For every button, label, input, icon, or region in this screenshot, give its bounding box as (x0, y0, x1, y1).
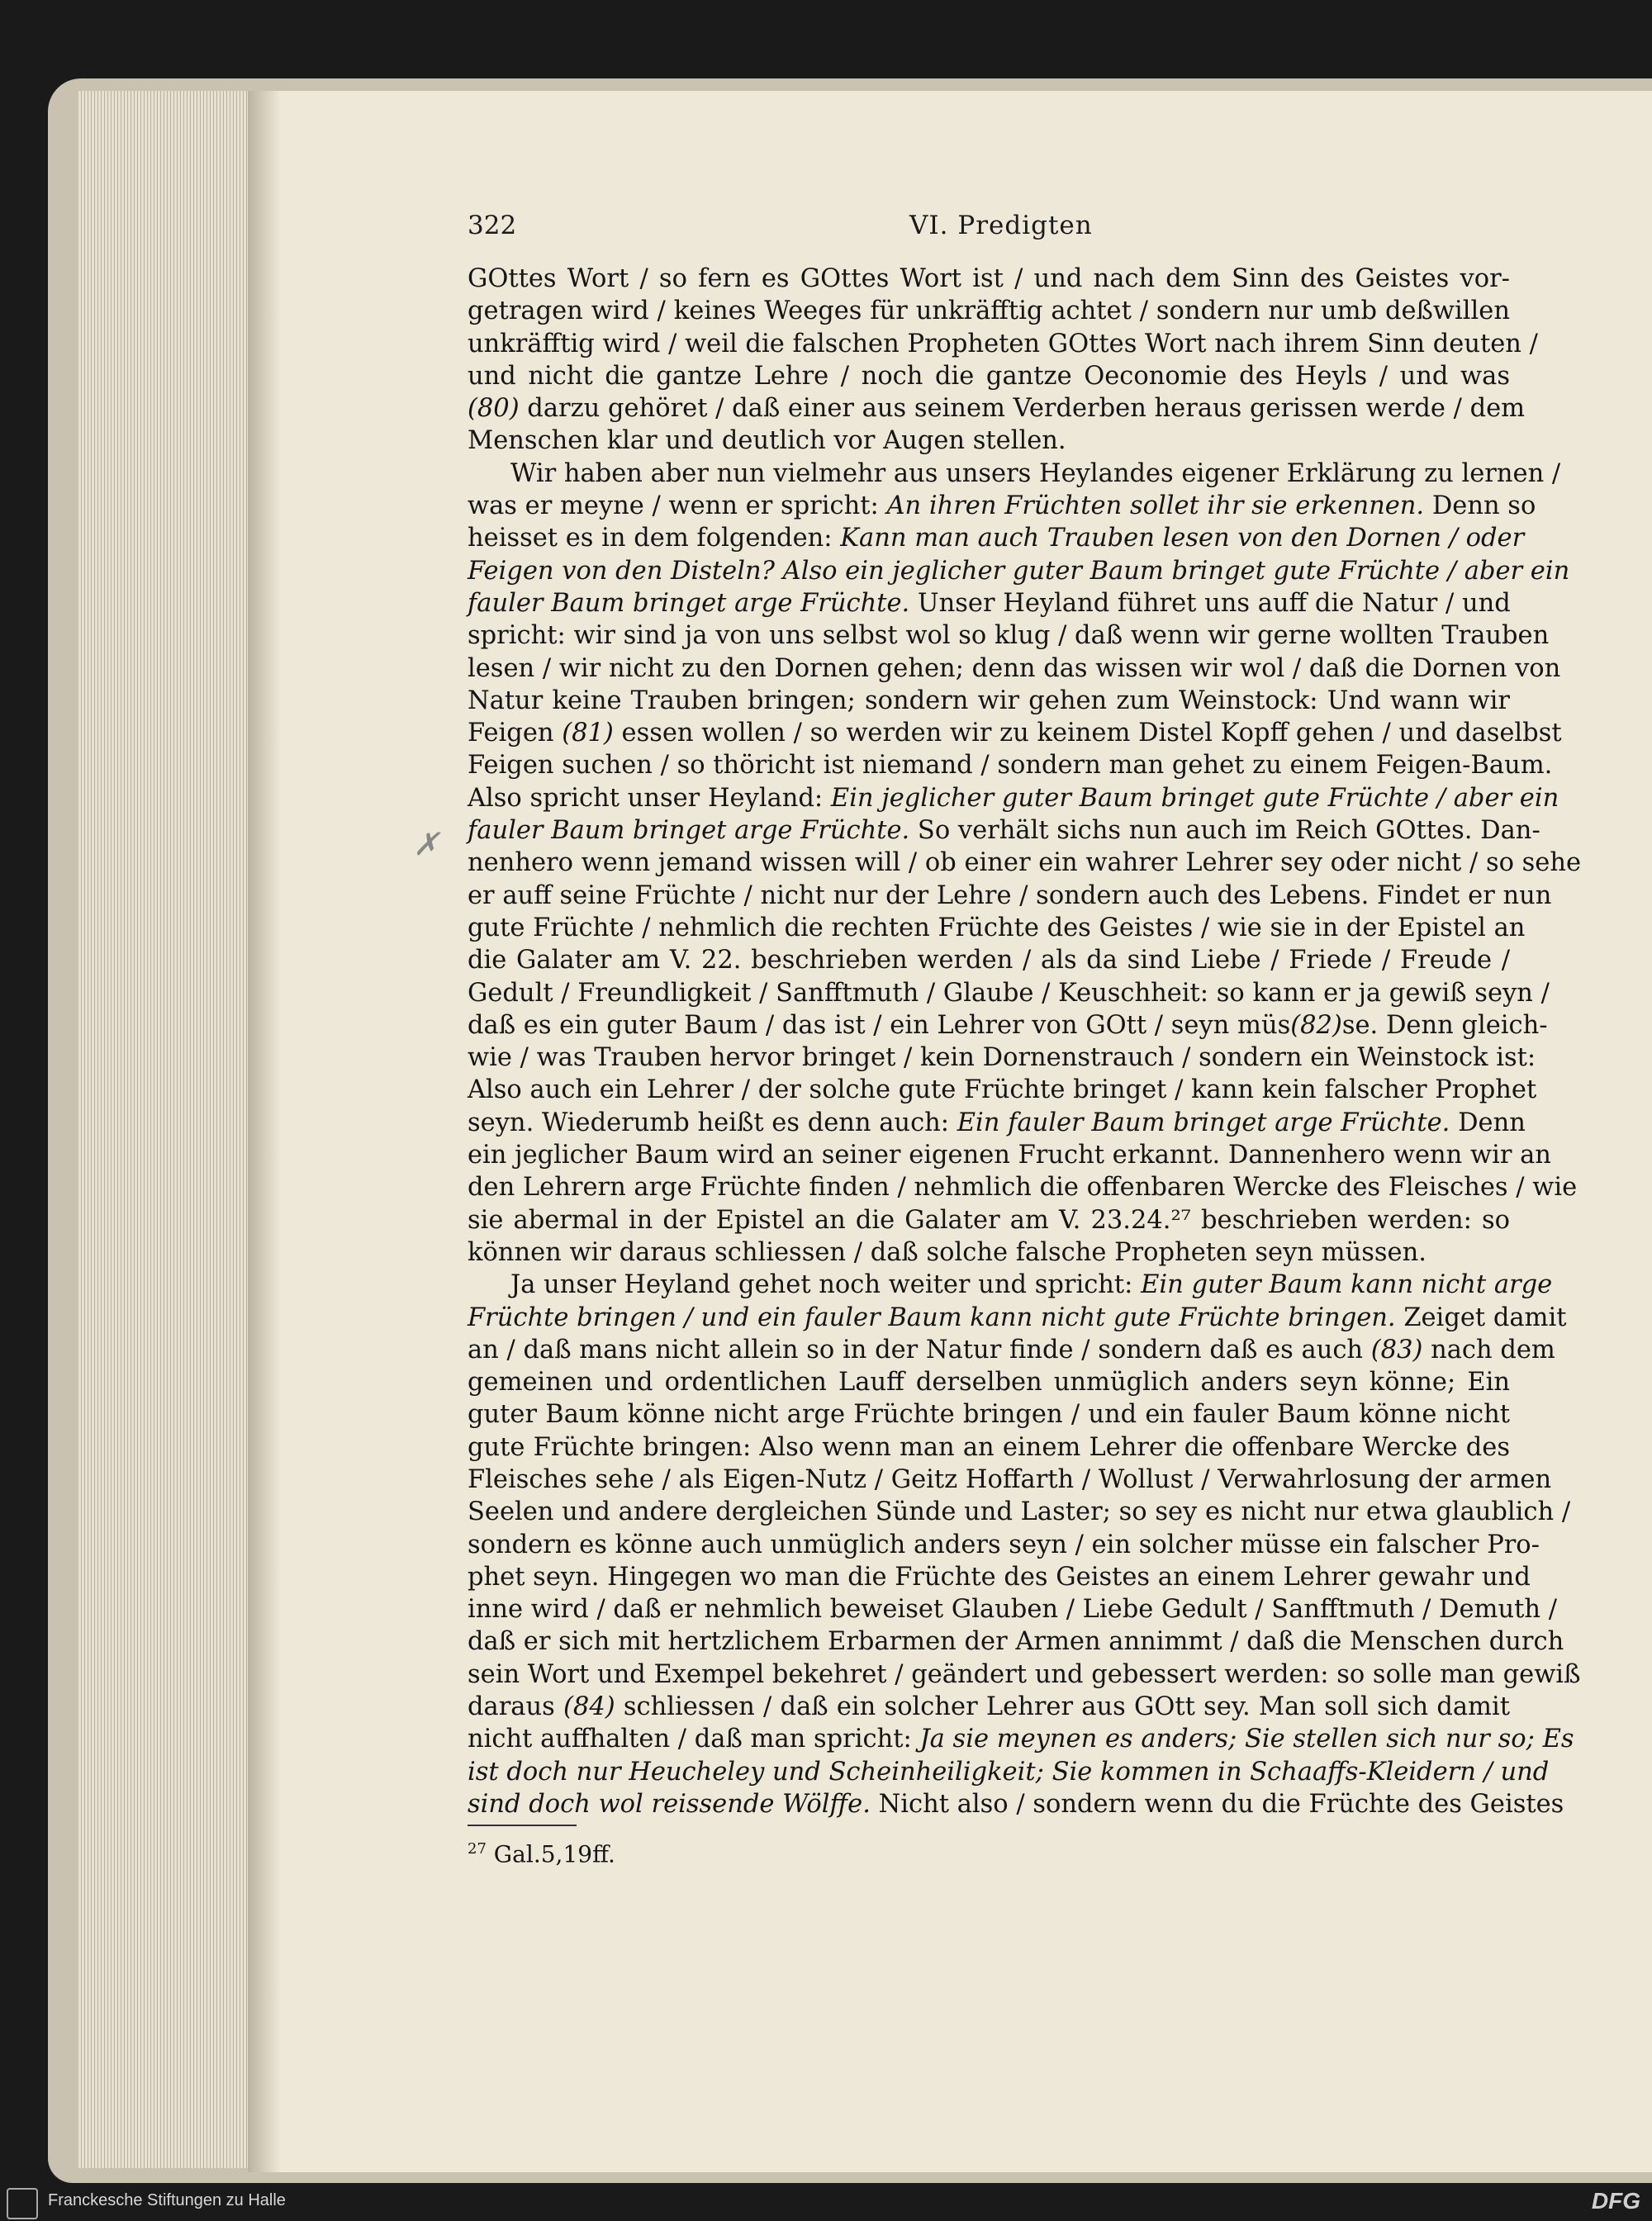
page-gutter-shadow (248, 91, 281, 2172)
text-segment: guter Baum könne nicht arge Früchte bringen / und ein fauler Baum könne nicht (468, 1400, 1510, 1430)
text-segment: wie / was Trauben hervor bringet / kein Dornenstrauch / sondern ein Weinstock ist: (468, 1043, 1536, 1073)
text-segment: nenhero wenn jemand wissen will / ob einer ein wahrer Lehrer sey oder nicht / so sehe (468, 848, 1582, 878)
institution-label: Franckesche Stiftungen zu Halle (48, 2191, 286, 2209)
page-number: 322 (468, 211, 517, 240)
footnote-marker: 27 (468, 1840, 487, 1858)
text-segment: essen wollen / so werden wir zu keinem Distel Kopff gehen / und daselbst (613, 719, 1562, 748)
foundation-logo-icon (7, 2188, 38, 2219)
italic-segment: An ihren Früchten sollet ihr sie erkennen. (886, 491, 1425, 521)
text-segment: Gedult / Freundligkeit / Sanfftmuth / Glaube / Keuschheit: so kann er ja gewiß seyn / (468, 978, 1550, 1008)
text-line (468, 263, 1510, 295)
italic-segment: Ein jeglicher guter Baum bringet gute Früchte / aber ein (830, 783, 1559, 813)
text-line (468, 977, 1550, 1009)
text-segment: inne wird / daß er nehmlich beweiset Glauben / Liebe Gedult / Sanfftmuth / Demuth / (468, 1595, 1557, 1625)
text-line (468, 912, 1526, 944)
italic-segment: fauler Baum bringet arge Früchte. (468, 588, 910, 618)
text-line (468, 328, 1538, 360)
footnote (468, 1840, 615, 1867)
text-line (468, 1302, 1567, 1334)
text-segment: an / daß mans nicht allein so in der Natur finde / sondern daß es auch (468, 1335, 1371, 1364)
text-line (468, 1431, 1510, 1464)
text-segment: spricht: wir sind ja von uns selbst wol so klug / daß wenn wir gerne wollten Trauben (468, 621, 1550, 651)
text-line (468, 392, 1526, 425)
text-segment: Natur keine Trauben bringen; sondern wir gehen zum Weinstock: Und wann wir (468, 686, 1510, 715)
dfg-logo: DFG (1591, 2188, 1640, 2214)
text-segment: daß es ein guter Baum / das ist / ein Lehrer von GOtt / seyn müs (468, 1010, 1291, 1040)
text-line (468, 1788, 1564, 1820)
text-line (468, 1074, 1537, 1106)
text-segment: daß er sich mit hertzlichem Erbarmen der Armen annimmt / daß die Menschen durch (468, 1627, 1564, 1657)
text-line (468, 360, 1510, 392)
text-segment: sein Wort und Exempel bekehret / geändert und gebessert werden: so solle man gewiß (468, 1659, 1581, 1689)
text-segment: gemeinen und ordentlichen Lauff derselben unmüglich anders seyn könne; Ein (468, 1368, 1510, 1398)
text-segment: was er meyne / wenn er spricht: (468, 491, 887, 521)
text-line (468, 1171, 1578, 1203)
text-segment: können wir daraus schliessen / daß solche falsche Propheten seyn müssen. (468, 1237, 1427, 1267)
italic-segment: Früchte bringen / und ein fauler Baum kann nicht gute Früchte bringen. (468, 1303, 1396, 1332)
text-line (468, 1756, 1550, 1788)
text-line (468, 295, 1510, 327)
text-line (468, 653, 1561, 685)
italic-segment: (80) (468, 394, 520, 424)
text-line (468, 1625, 1564, 1658)
text-segment: Denn so (1424, 491, 1536, 521)
text-line (468, 1042, 1536, 1074)
italic-segment: (81) (562, 719, 614, 748)
text-segment: Wir haben aber nun vielmehr aus unsers Heylandes eigener Erklärung zu lernen / (510, 458, 1561, 488)
text-segment: darzu gehöret / daß einer aus seinem Verderben heraus gerissen werde / dem (519, 394, 1526, 424)
text-line (468, 1593, 1557, 1625)
text-line (468, 717, 1562, 749)
text-line (468, 1236, 1510, 1269)
footnote-text: Gal.5,19ff. (486, 1840, 615, 1868)
italic-segment: sind doch wol reissende Wölffe. (468, 1789, 871, 1819)
text-segment: heisset es in dem folgenden: (468, 524, 841, 553)
text-segment: den Lehrern arge Früchte finden / nehmlich die offenbaren Wercke des Fleisches / wie (468, 1173, 1578, 1203)
italic-segment: Ja sie meynen es anders; Sie stellen sich nur so; Es (919, 1725, 1574, 1754)
text-segment: Menschen klar und deutlich vor Augen stellen. (468, 426, 1066, 456)
text-segment: Denn (1450, 1108, 1526, 1137)
text-line (468, 425, 1510, 457)
italic-segment: Ein guter Baum kann nicht arge (1141, 1270, 1553, 1300)
text-line (468, 1659, 1581, 1691)
text-segment: Ja unser Heyland gehet noch weiter und spricht: (510, 1270, 1142, 1300)
text-line (468, 1691, 1510, 1723)
italic-segment: Feigen von den Disteln? Also ein jeglicher guter Baum bringet gute Früchte / aber ein (468, 556, 1570, 586)
text-line (468, 1334, 1555, 1366)
italic-segment: (83) (1370, 1335, 1423, 1364)
text-segment: Zeiget damit (1395, 1303, 1567, 1332)
text-segment: phet seyn. Hingegen wo man die Früchte des Geistes an einem Lehrer gewahr und (468, 1562, 1531, 1592)
text-segment: Also spricht unser Heyland: (468, 783, 831, 813)
text-line (468, 1009, 1548, 1042)
text-line (468, 847, 1582, 879)
text-segment: getragen wird / keines Weeges für unkräfftig achtet / sondern nur umb deßwillen (468, 297, 1510, 326)
text-segment: er auff seine Früchte / nicht nur der Lehre / sondern auch des Lebens. Findet er nun (468, 880, 1552, 910)
text-segment: seyn. Wiederumb heißt es denn auch: (468, 1108, 957, 1137)
text-segment: sondern es könne auch unmüglich anders seyn / ein solcher müsse ein falscher Pro- (468, 1530, 1540, 1559)
italic-segment: fauler Baum bringet arge Früchte. (468, 816, 910, 846)
italic-segment: Kann man auch Trauben lesen von den Dornen / oder (840, 524, 1525, 553)
text-segment: Fleisches sehe / als Eigen-Nutz / Geitz Hoffarth / Wollust / Verwahrlosung der armen (468, 1464, 1552, 1494)
text-line (468, 490, 1536, 522)
footnote-rule (468, 1825, 577, 1826)
text-line (468, 944, 1510, 976)
text-line (468, 1269, 1553, 1301)
text-line (468, 1398, 1510, 1431)
italic-segment: ist doch nur Heucheley und Scheinheiligkeit; Sie kommen in Schaaffs-Kleidern / und (468, 1757, 1550, 1787)
italic-segment: (84) (563, 1692, 615, 1722)
text-segment: Seelen und andere dergleichen Sünde und Laster; so sey es nicht nur etwa glaublich / (468, 1497, 1571, 1527)
text-segment: sie abermal in der Epistel an die Galater am V. 23.24.²⁷ beschrieben werden: so (468, 1205, 1510, 1235)
text-segment: schliessen / daß ein solcher Lehrer aus GOtt sey. Man soll sich damit (615, 1692, 1510, 1722)
page-stack-edge (78, 91, 252, 2168)
text-line (468, 814, 1540, 847)
text-line (468, 522, 1525, 554)
text-segment: nach dem (1422, 1335, 1555, 1364)
text-segment: GOttes Wort / so fern es GOttes Wort ist / und nach dem Sinn des Geistes vor- (468, 264, 1510, 293)
text-line (468, 458, 1561, 490)
italic-segment: (82) (1290, 1010, 1342, 1040)
text-segment: Nicht also / sondern wenn du die Früchte des Geistes (870, 1789, 1564, 1819)
viewer-footer-bar (0, 2183, 1652, 2221)
text-line (468, 1561, 1531, 1593)
text-segment: Feigen (468, 719, 563, 748)
text-segment: die Galater am V. 22. beschrieben werden / als da sind Liebe / Friede / Freude / (468, 946, 1510, 975)
text-segment: gute Früchte / nehmlich die rechten Früchte des Geistes / wie sie in der Epistel an (468, 913, 1526, 942)
text-line (468, 880, 1552, 912)
text-line (468, 1529, 1540, 1561)
text-line (468, 1464, 1552, 1496)
text-line (468, 685, 1510, 717)
text-line (468, 1139, 1551, 1171)
text-segment: ein jeglicher Baum wird an seiner eigenen Frucht erkannt. Dannenhero wenn wir an (468, 1141, 1551, 1170)
text-segment: So verhält sichs nun auch im Reich GOttes. Dan- (909, 816, 1540, 846)
text-line (468, 749, 1553, 781)
text-segment: Unser Heyland führet uns auff die Natur / und (909, 588, 1511, 618)
text-segment: gute Früchte bringen: Also wenn man an einem Lehrer die offenbare Wercke des (468, 1432, 1510, 1462)
text-segment: Feigen suchen / so thöricht ist niemand / sondern man gehet zu einem Feigen-Baum. (468, 751, 1553, 781)
margin-annotation: ✗ (413, 826, 439, 862)
text-line (468, 1366, 1510, 1398)
text-line (468, 1496, 1571, 1528)
body-text (468, 263, 1582, 1820)
text-segment: se. Denn gleich- (1341, 1010, 1548, 1040)
text-segment: unkräfftig wird / weil die falschen Propheten GOttes Wort nach ihrem Sinn deuten / (468, 329, 1538, 358)
text-segment: nicht auffhalten / daß man spricht: (468, 1725, 920, 1754)
running-header (468, 211, 1541, 249)
text-segment: Also auch ein Lehrer / der solche gute Früchte bringet / kann kein falscher Prophet (468, 1075, 1537, 1105)
text-segment: daraus (468, 1692, 564, 1722)
italic-segment: Ein fauler Baum bringet arge Früchte. (957, 1108, 1450, 1137)
text-line (468, 782, 1559, 814)
text-segment: und nicht die gantze Lehre / noch die gantze Oeconomie des Heyls / und was (468, 361, 1510, 391)
text-line (468, 1204, 1510, 1236)
text-line (468, 1107, 1526, 1139)
text-segment: lesen / wir nicht zu den Dornen gehen; denn das wissen wir wol / daß die Dornen von (468, 653, 1561, 683)
text-line (468, 619, 1550, 652)
running-title: VI. Predigten (909, 211, 1093, 240)
text-line (468, 587, 1510, 619)
text-line (468, 1723, 1574, 1755)
text-line (468, 555, 1570, 587)
